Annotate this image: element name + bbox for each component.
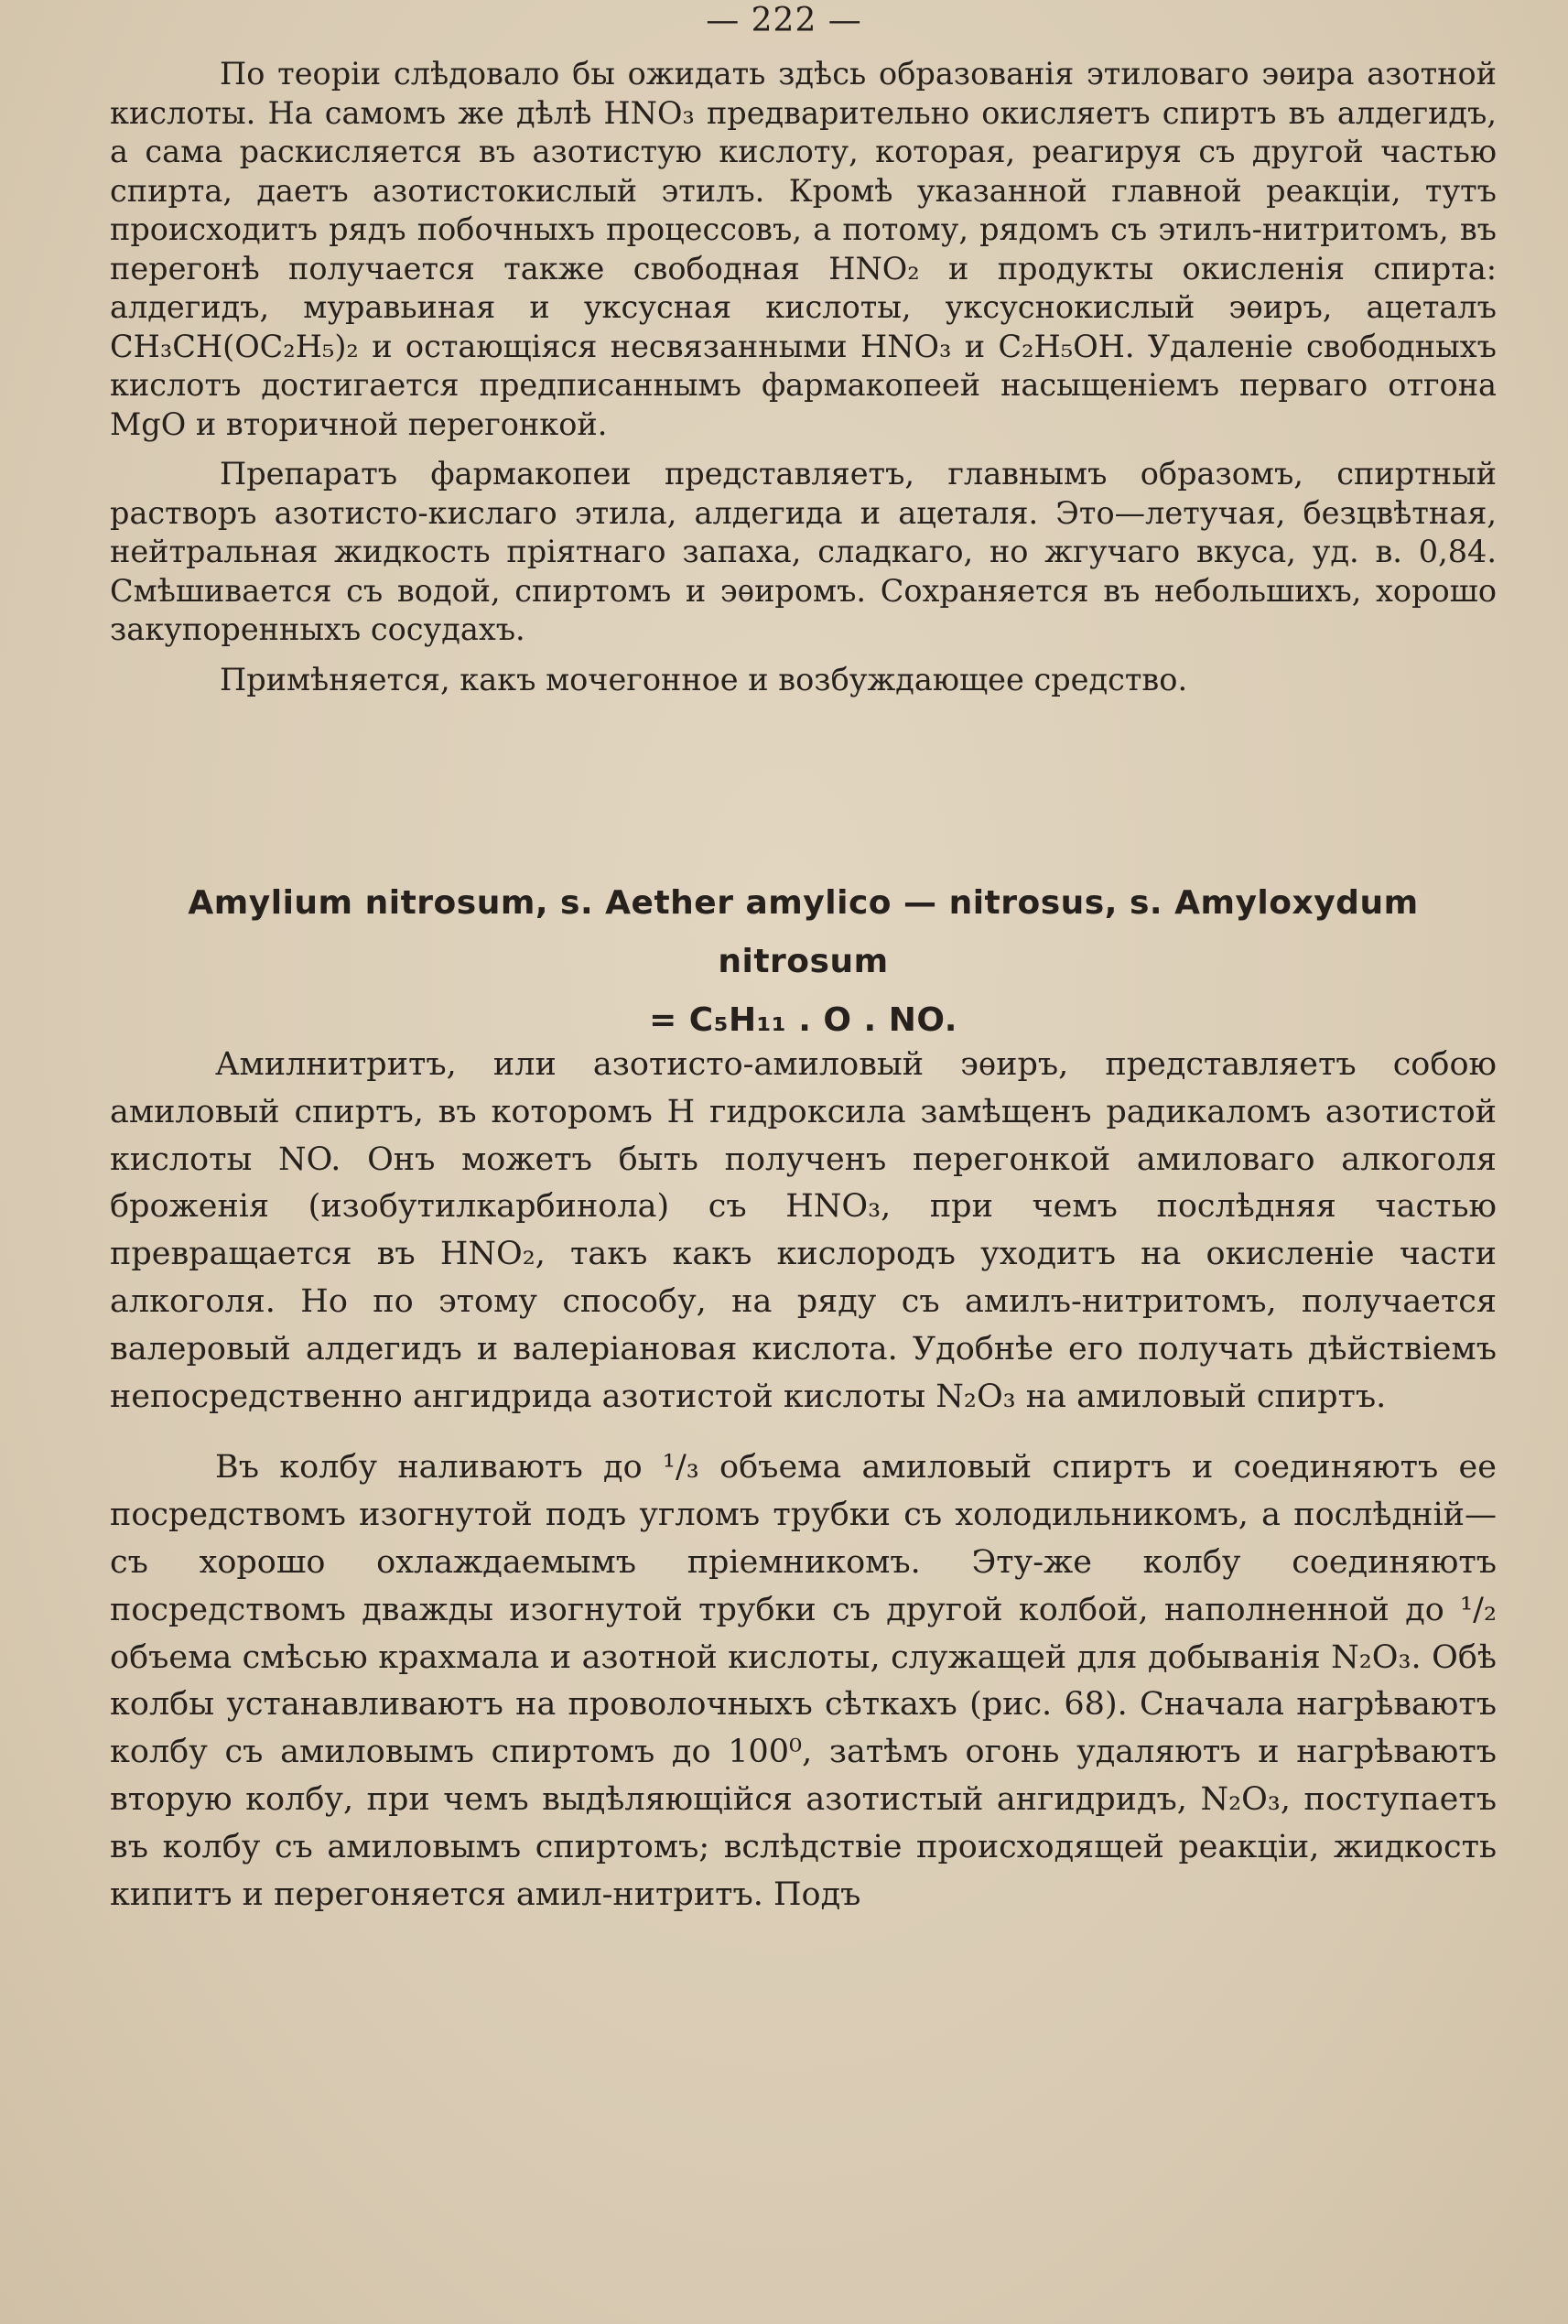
section-ethyl-nitrite-continuation — [110, 55, 1497, 710]
paragraph: Препаратъ фармакопеи представляетъ, главнымъ образомъ, спиртный растворъ азотисто-кислаго этила, алдегида и ацеталя. Это—летучая, безцвѣтная, нейтральная жидкость пріятнаго запаха, сладкаго, но жгучаго вкуса, уд. в. 0,84. Смѣшивается съ водой, спиртомъ и эѳиромъ. Сохраняется въ небольшихъ, хорошо закупоренныхъ сосудахъ. — [110, 456, 1497, 647]
paragraph: Амилнитритъ, или азотисто-амиловый эѳиръ, представляетъ собою амиловый спиртъ, въ которомъ H гидроксила замѣщенъ радикаломъ азотистой кислоты NO. Онъ можетъ быть полученъ перегонкой амиловаго алкоголя броженія (изобутилкарбинола) съ HNO₃, при чемъ послѣдняя частью превращается въ HNO₂, такъ какъ кислородъ уходитъ на окисленіе части алкоголя. Но по этому способу, на ряду съ амилъ-нитритомъ, получается валеровый алдегидъ и валеріановая кислота. Удобнѣе его получать дѣйствіемъ непосредственно ангидрида азотистой кислоты N₂O₃ на амиловый спиртъ. — [110, 1046, 1497, 1415]
heading-title: Amylium nitrosum, s. Aether amylico — nitrosus, s. Amyloxydum nitrosum — [188, 884, 1419, 980]
paragraph: По теоріи слѣдовало бы ожидать здѣсь образованія этиловаго эѳира азотной кислоты. На самомъ же дѣлѣ HNO₃ предварительно окисляетъ спиртъ въ алдегидъ, а сама раскисляется въ азотистую кислоту, которая, реагируя съ другой частью спирта, даетъ азотистокислый этилъ. Кромѣ указанной главной реакціи, тутъ происходитъ рядъ побочныхъ процессовъ, а потому, рядомъ съ этилъ-нитритомъ, въ перегонѣ получается также свободная HNO₂ и продукты окисленія спирта: алдегидъ, муравьиная и уксусная кислоты, уксуснокислый эѳиръ, ацеталъ CH₃CH(OC₂H₅)₂ и остающіяся несвязанными HNO₃ и C₂H₅OH. Удаленіе свободныхъ кислотъ достигается предписаннымъ фармакопеей насыщеніемъ перваго отгона MgO и вторичной перегонкой. — [110, 56, 1497, 442]
page-number: — 222 — — [706, 2, 862, 39]
paragraph: Въ колбу наливаютъ до ¹/₃ объема амиловый спиртъ и соединяютъ ее посредствомъ изогнутой подъ угломъ трубки съ холодильникомъ, а послѣдній—съ хорошо охлаждаемымъ пріемникомъ. Эту-же колбу соединяютъ посредствомъ дважды изогнутой трубки съ другой колбой, наполненной до ¹/₂ объема смѣсью крахмала и азотной кислоты, служащей для добыванія N₂O₃. Обѣ колбы устанавливаютъ на проволочныхъ сѣткахъ (рис. 68). Сначала нагрѣваютъ колбу съ амиловымъ спиртомъ до 100⁰, затѣмъ огонь удаляютъ и нагрѣваютъ вторую колбу, при чемъ выдѣляющійся азотистый ангидридъ, N₂O₃, поступаетъ въ колбу съ амиловымъ спиртомъ; вслѣдствіе происходящей реакціи, жидкость кипитъ и перегоняется амил-нитритъ. Подъ — [110, 1449, 1497, 1913]
paragraph: Примѣняется, какъ мочегонное и возбуждающее средство. — [220, 661, 1188, 697]
section-heading — [110, 874, 1497, 1050]
section-amyl-nitrite — [110, 1042, 1497, 1942]
heading-formula: = C₅H₁₁ . O . NO. — [649, 1001, 957, 1039]
